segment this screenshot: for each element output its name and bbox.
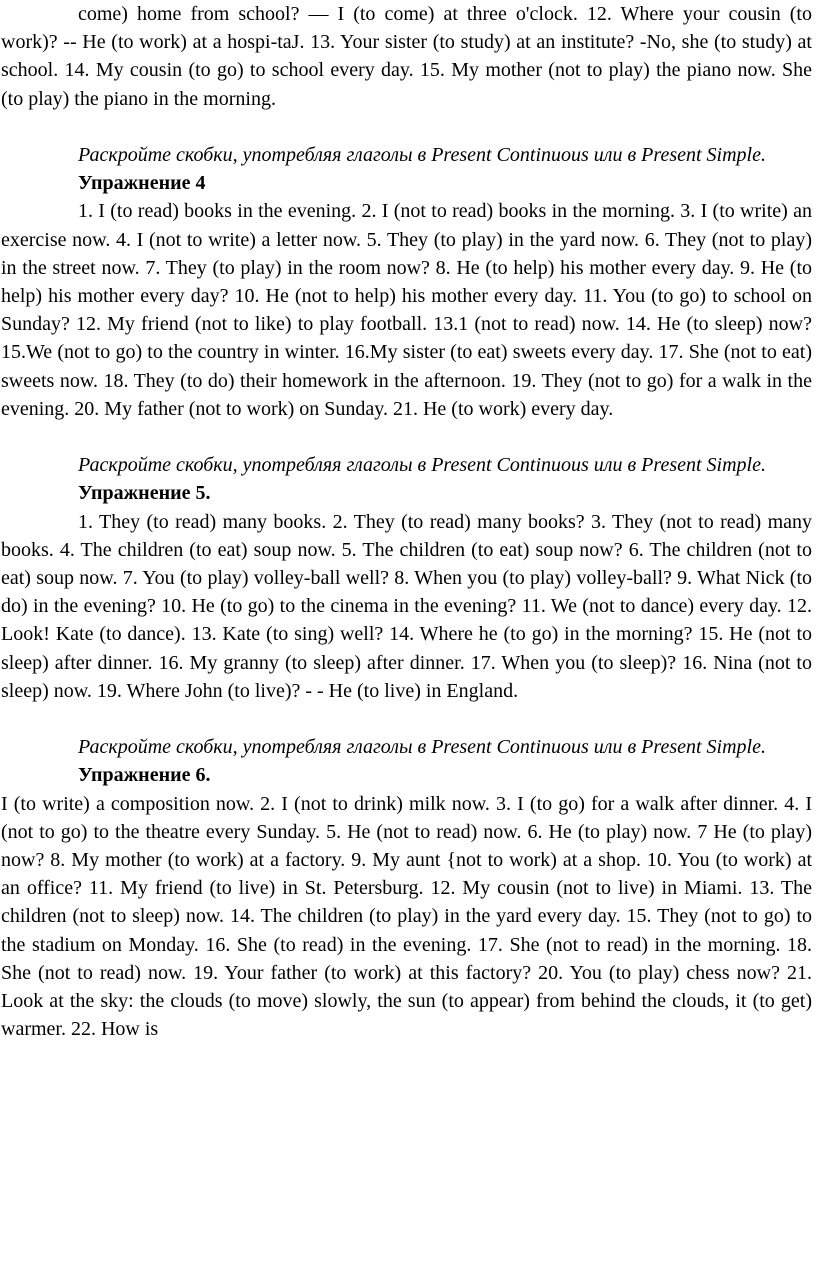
paragraph-spacer bbox=[1, 423, 812, 451]
text-paragraph-continuation: come) home from school? — I (to come) at three o'clock. 12. Where your cousin (to work)? -- He (to work) at a hospi-taJ. 13. Your sister (to study) at an institute? -No, she (to study) at school. 14. My cousin (to go) to school every day. 15. My mother (not to play) the piano now. She (to play) the piano in the morning. bbox=[1, 3, 812, 110]
instruction-text: Раскройте скобки, употребляя глаголы в Present Continuous или в Present Simple. bbox=[78, 144, 766, 166]
paragraph-spacer bbox=[1, 705, 812, 733]
instruction-text: Раскройте скобки, употребляя глаголы в Present Continuous или в Present Simple. bbox=[78, 736, 766, 759]
exercise-body: 1. They (to read) many books. 2. They (to read) many books? 3. They (not to read) many books. 4. The children (to eat) soup now. 5. The children (to eat) soup now? 6. The children (not to eat) soup now. 7. You (to play) volley-ball well? 8. When you (to play) volley-ball? 9. What Nick (to do) in the evening? 10. He (to go) to the cinema in the evening? 11. We (not to dance) every day. 12. Look! Kate (to dance). 13. Kate (to sing) well? 14. Where he (to go) in the morning? 15. He (not to sleep) after dinner. 16. My granny (to sleep) after dinner. 17. When you (to sleep)? 16. Nina (not to sleep) now. 19. Where John (to live)? - - He (to live) in England. bbox=[1, 510, 812, 702]
exercise-heading: Упражнение 6. bbox=[78, 764, 211, 787]
exercise-heading: Упражнение 4 bbox=[78, 172, 206, 195]
instruction-text: Раскройте скобки, употребляя глаголы в Present Continuous или в Present Simple. bbox=[78, 454, 766, 477]
exercise-body: 1. I (to read) books in the evening. 2. I (not to read) books in the morning. 3. I (to write) an exercise now. 4. I (not to write) a letter now. 5. They (to play) in the yard now. 6. They (not to play) in the street now. 7. They (to play) in the room now? 8. He (to help) his mother every day. 9. He (to help) his mother every day? 10. He (not to help) his mother every day. 11. You (to go) to school on Sunday? 12. My friend (not to like) to play football. 13.1 (not to read) now. 14. He (to sleep) now? 15.We (not to go) to the country in winter. 16.My sister (to eat) sweets every day. 17. She (not to eat) sweets now. 18. They (to do) their homework in the afternoon. 19. They (not to go) for a walk in the evening. 20. My father (not to work) on Sunday. 21. He (to work) every day. bbox=[1, 200, 812, 420]
exercise-heading: Упражнение 5. bbox=[78, 482, 211, 505]
paragraph-spacer bbox=[1, 113, 812, 141]
exercise-body: I (to write) a composition now. 2. I (not to drink) milk now. 3. I (to go) for a walk after dinner. 4. I (not to go) to the theatre every Sunday. 5. He (not to read) now. 6. He (to play) now. 7 He (to play) now? 8. My mother (to work) at a factory. 9. My aunt {not to work) at a shop. 10. You (to work) at an office? 11. My friend (to live) in St. Petersburg. 12. My cousin (not to live) in Miami. 13. The children (not to sleep) now. 14. The children (to play) in the yard every day. 15. They (not to go) to the stadium on Monday. 16. She (to read) in the evening. 17. She (not to read) in the morning. 18. She (not to read) now. 19. Your father (to work) at this factory? 20. You (to play) chess now? 21. Look at the sky: the clouds (to move) slowly, the sun (to appear) from behind the clouds, it (to get) warmer. 22. How is bbox=[1, 792, 812, 1041]
